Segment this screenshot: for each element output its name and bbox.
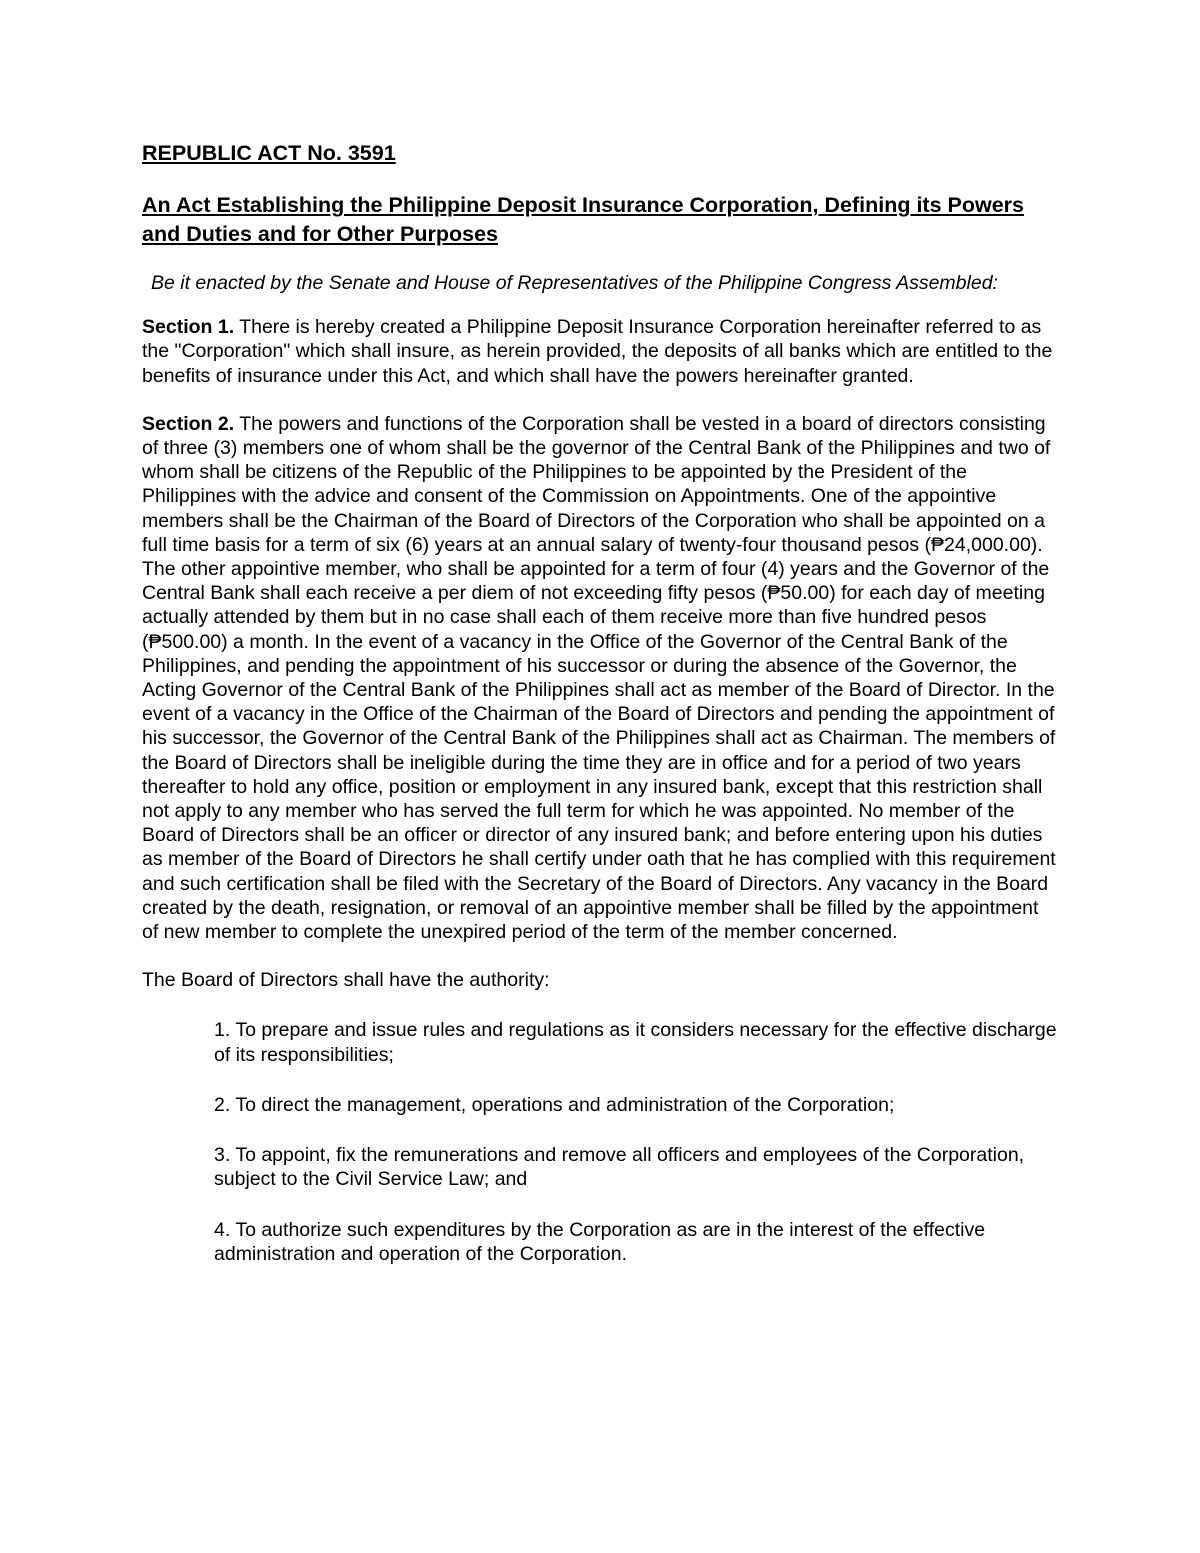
authority-item-3: 3. To appoint, fix the remunerations and remove all officers and employees of the Corporation, subject to the Civil Service Law; and: [214, 1144, 1025, 1191]
section-1-body: There is hereby created a Philippine Deposit Insurance Corporation hereinafter referred to as the "Corporation" which shall insure, as herein provided, the deposits of all banks which are entitled to the benefits of insurance under this Act, and which shall have the powers hereinafter granted.: [142, 316, 1053, 387]
section-2-heading: Section 2.: [142, 412, 235, 435]
document-page: [142, 140, 1057, 1292]
section-1-heading: Section 1.: [142, 316, 235, 339]
authority-item-1: 1. To prepare and issue rules and regulations as it considers necessary for the effective discharge of its responsibilities;: [214, 1019, 1057, 1066]
section-2: [142, 412, 1057, 944]
section-1: [142, 315, 1057, 388]
enacting-clause: Be it enacted by the Senate and House of Representatives of the Philippine Congress Assembled:: [151, 272, 998, 294]
section-2-body: The powers and functions of the Corporation shall be vested in a board of directors consisting of three (3) members one of whom shall be the governor of the Central Bank of the Philippines and two of whom shall be citizens of the Republic of the Philippines to be appointed by the President of the Philippines with the advice and consent of the Commission on Appointments. One of the appointive members shall be the Chairman of the Board of Directors of the Corporation who shall be appointed on a full time basis for a term of six (6) years at an annual salary of twenty-four thousand pesos (₱24,000.00). The other appointive member, who shall be appointed for a term of four (4) years and the Governor of the Central Bank shall each receive a per diem of not exceeding fifty pesos (₱50.00) for each day of meeting actually attended by them but in no case shall each of them receive more than five hundred pesos (₱500.00) a month. In the event of a vacancy in the Office of the Governor of the Central Bank of the Philippines, and pending the appointment of his successor or during the absence of the Governor, the Acting Governor of the Central Bank of the Philippines shall act as member of the Board of Director. In the event of a vacancy in the Office of the Chairman of the Board of Directors and pending the appointment of his successor, the Governor of the Central Bank of the Philippines shall act as Chairman. The members of the Board of Directors shall be ineligible during the time they are in office and for a period of two years thereafter to hold any office, position or employment in any insured bank, except that this restriction shall not apply to any member who has served the full term for which he was appointed. No member of the Board of Directors shall be an officer or director of any insured bank; and before entering upon his duties as member of the Board of Directors he shall certify under oath that he has complied with this requirement and such certification shall be filed with the Secretary of the Board of Directors. Any vacancy in the Board created by the death, resignation, or removal of an appointive member shall be filled by the appointment of new member to complete the unexpired period of the term of the member concerned.: [142, 412, 1056, 944]
act-subtitle: An Act Establishing the Philippine Deposit Insurance Corporation, Defining its Powers and Duties and for Other Purposes: [142, 193, 1024, 246]
act-title: REPUBLIC ACT No. 3591: [142, 141, 396, 165]
authority-item-2: 2. To direct the management, operations and administration of the Corporation;: [214, 1093, 895, 1116]
authority-intro: The Board of Directors shall have the authority:: [142, 969, 550, 992]
authority-item-4: 4. To authorize such expenditures by the Corporation as are in the interest of the effective administration and operation of the Corporation.: [214, 1218, 986, 1265]
